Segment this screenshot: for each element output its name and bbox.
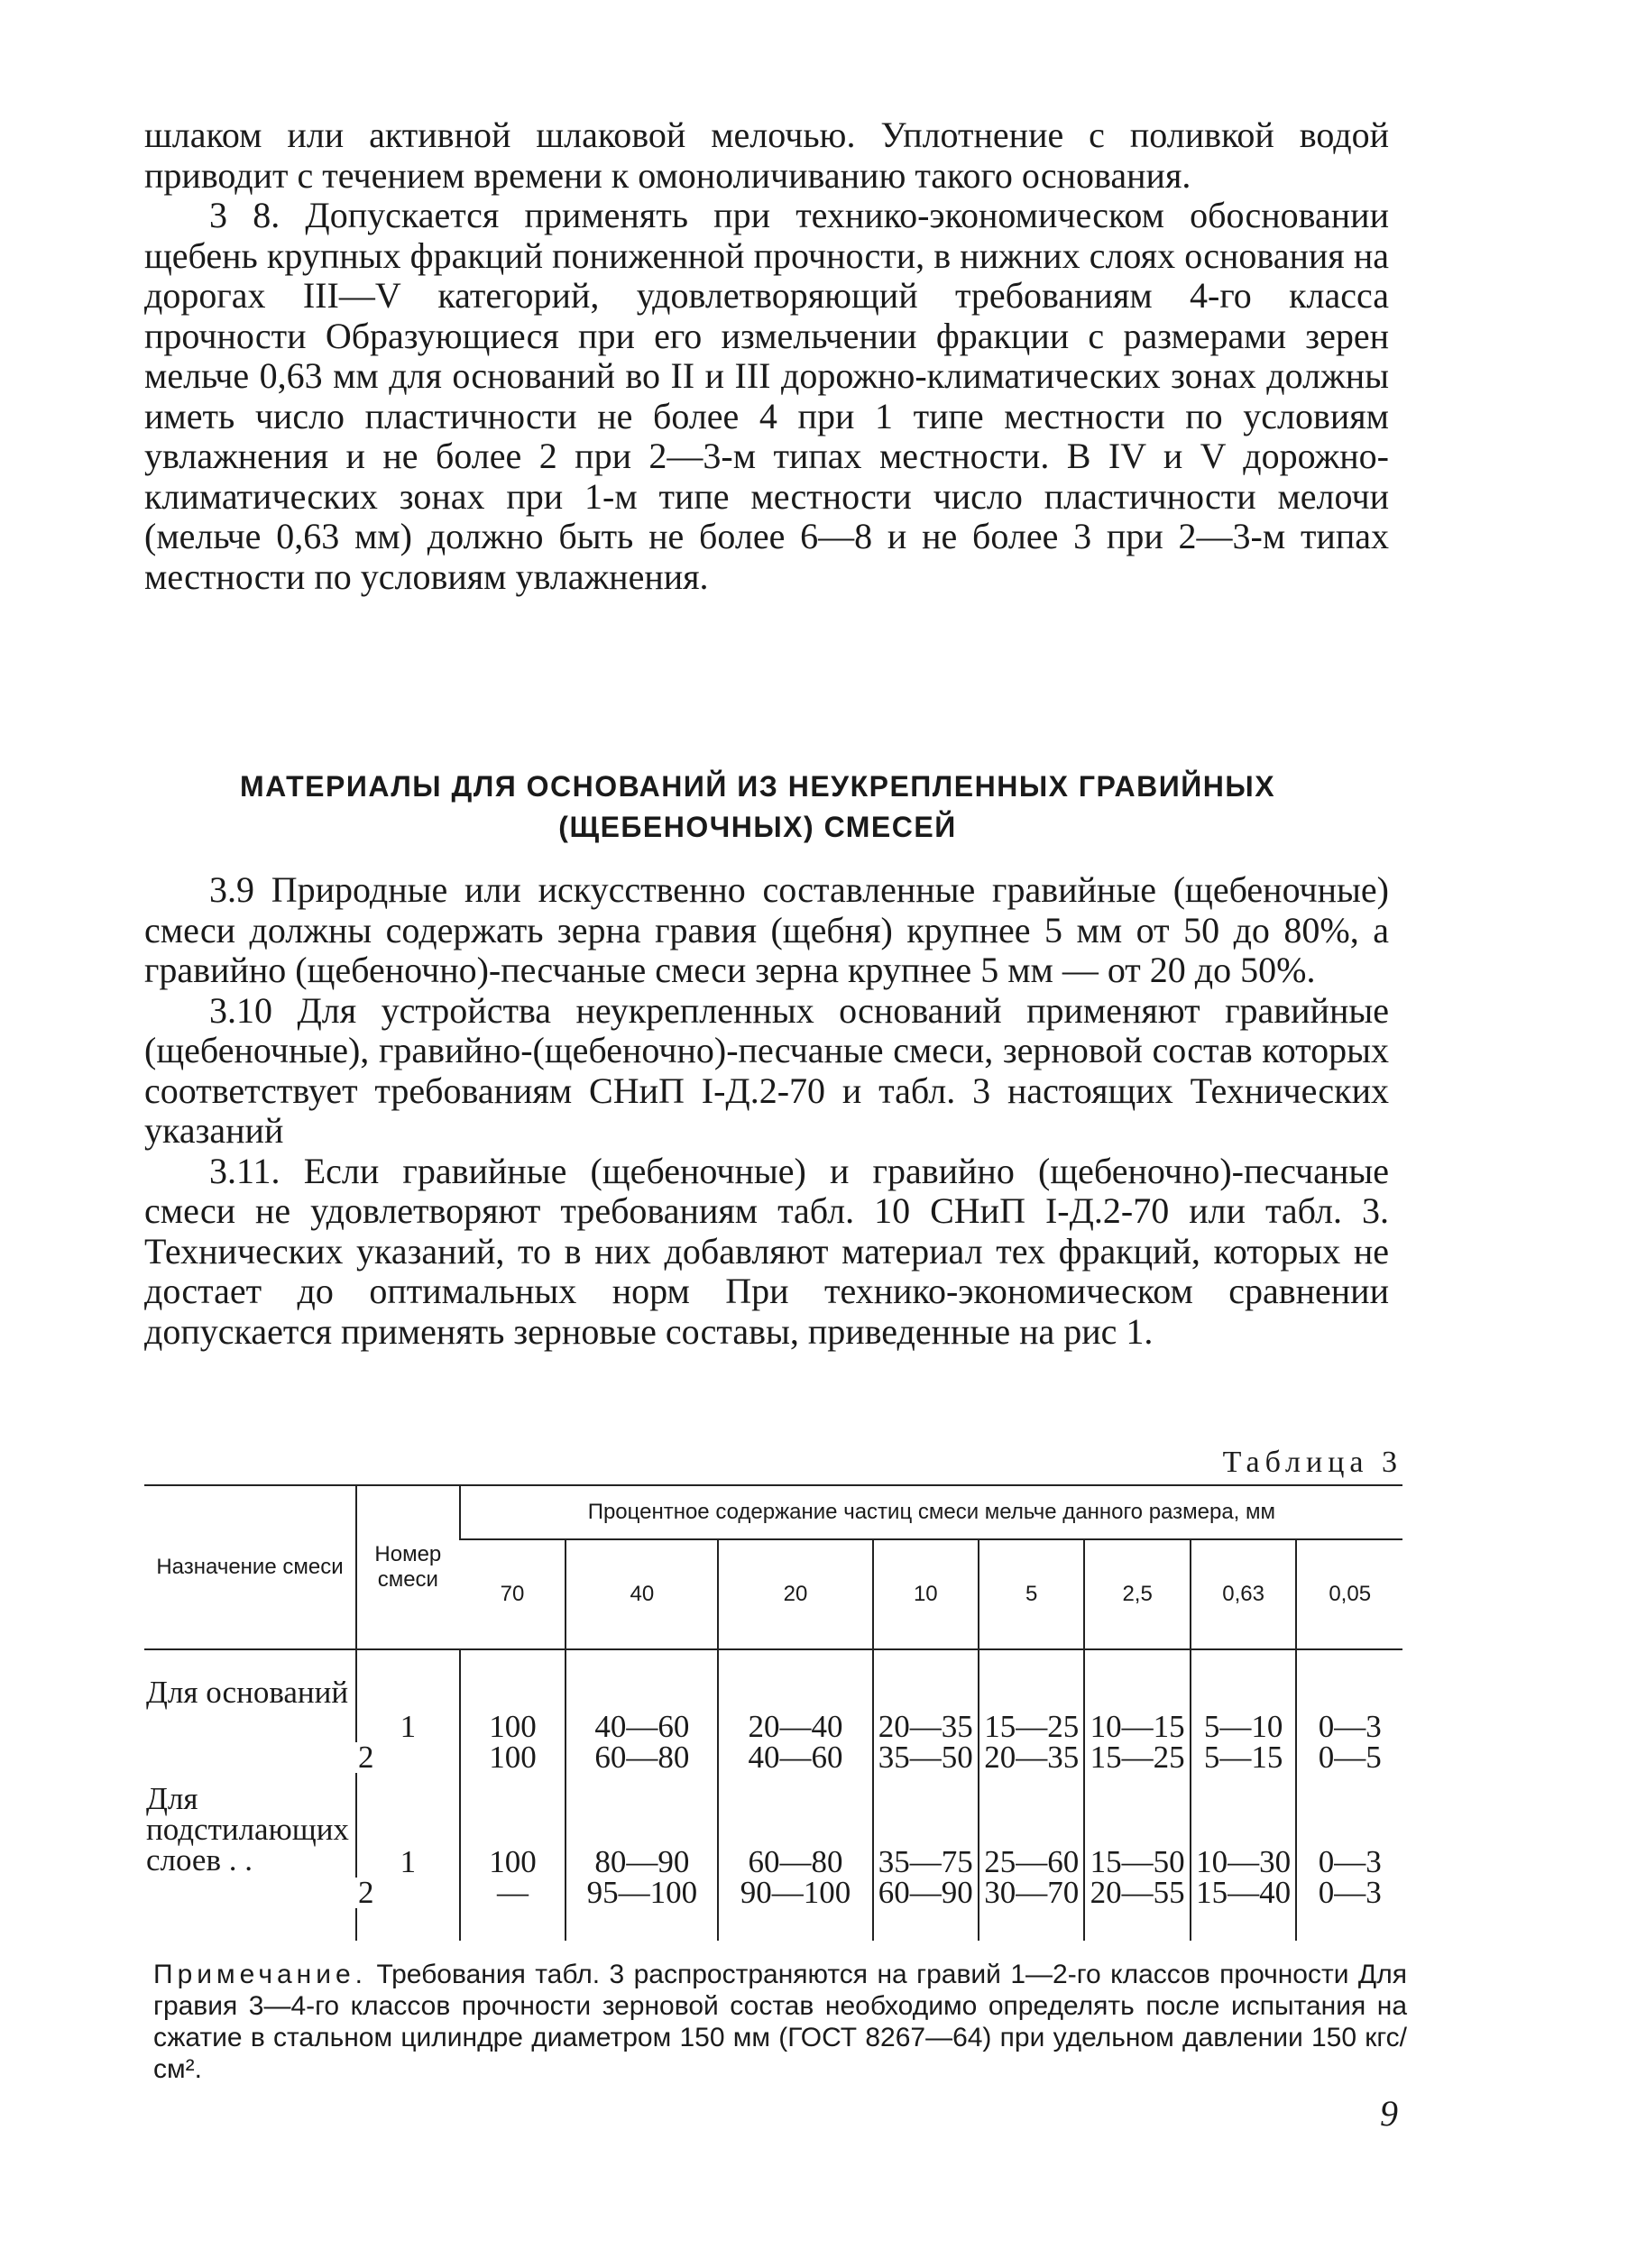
value-cell: 40—60	[718, 1742, 872, 1773]
value-cell: —	[460, 1878, 566, 1908]
value-cell: 80—90	[566, 1773, 718, 1878]
value-cell: 20—40	[718, 1677, 872, 1742]
value-cell: 100	[460, 1773, 566, 1878]
bottom-text	[144, 870, 1389, 1352]
page-number: 9	[1380, 2093, 1398, 2134]
number-cell: 2	[357, 1875, 374, 1910]
value-cell: 15—40	[1191, 1878, 1297, 1908]
header-size: 70	[460, 1539, 566, 1649]
header-size: 20	[718, 1539, 872, 1649]
value-cell: 0—3	[1296, 1677, 1402, 1742]
header-purpose: Назначение смеси	[144, 1485, 356, 1649]
value-cell: 35—50	[873, 1742, 979, 1773]
value-cell: 20—35	[873, 1677, 979, 1742]
grading-table	[144, 1484, 1402, 1941]
paragraph-continuation: шлаком или активной шлаковой мелочью. Уплотнение с поливкой водой приводит с течением времени к омоноличиванию такого основания.	[144, 115, 1389, 196]
purpose-cell: Для оснований	[146, 1675, 349, 1710]
header-size: 0,05	[1296, 1539, 1402, 1649]
value-cell: 40—60	[566, 1677, 718, 1742]
table-note	[153, 1959, 1407, 2085]
section-heading-line-2: (ЩЕБЕНОЧНЫХ) СМЕСЕЙ	[558, 811, 957, 843]
value-cell: 5—10	[1191, 1677, 1297, 1742]
purpose-cell: Для подстилающих слоев . .	[146, 1781, 349, 1878]
value-cell: 100	[460, 1677, 566, 1742]
header-number: Номер смеси	[356, 1485, 460, 1649]
value-cell: 15—25	[979, 1677, 1084, 1742]
value-cell: 35—75	[873, 1773, 979, 1878]
note-label: Примечание.	[153, 1960, 367, 1989]
value-cell: 60—80	[718, 1773, 872, 1878]
value-cell: 95—100	[566, 1878, 718, 1908]
value-cell: 0—5	[1296, 1742, 1402, 1773]
number-cell: 1	[356, 1773, 460, 1878]
table-row	[144, 1773, 1402, 1878]
top-text	[144, 115, 1389, 597]
value-cell: 30—70	[979, 1878, 1084, 1908]
header-size: 40	[566, 1539, 718, 1649]
number-cell: 2	[357, 1740, 374, 1775]
paragraph-3-9: 3.9 Природные или искусственно составленные гравийные (щебеночные) смеси должны содержать зерна гравия (щебня) крупнее 5 мм от 50 до 80%, а гравийно (щебеночно)-песчаные смеси зерна крупнее 5 мм — от 20 до 50%.	[144, 869, 1389, 990]
value-cell: 10—15	[1084, 1677, 1190, 1742]
paragraph-3-8: 3 8. Допускается применять при технико-экономическом обосновании щебень крупных фракций пониженной прочности, в нижних слоях основания на дорогах III—V категорий, удовлетворяющий требованиям 4-го класса прочности Образующиеся при его измельчении фракции с размерами зерен мельче 0,63 мм для оснований во II и III дорожно-климатических зонах должны иметь число пластичности не более 4 при 1 типе местности по условиям увлажнения и не более 2 при 2—3-м типах местности. В IV и V дорожно-климатических зонах при 1-м типе местности число пластичности мелочи (мельче 0,63 мм) должно быть не более 6—8 и не более 3 при 2—3-м типах местности по условиям увлажнения.	[144, 195, 1389, 597]
table-row	[144, 1677, 1402, 1742]
value-cell: 10—30	[1191, 1773, 1297, 1878]
value-cell: 20—55	[1084, 1878, 1190, 1908]
value-cell: 5—15	[1191, 1742, 1297, 1773]
paragraph-3-10: 3.10 Для устройства неукрепленных оснований применяют гравийные (щебеночные), гравийно-(щебеночно)-песчаные смеси, зерновой состав которых соответствует требованиям СНиП I-Д.2-70 и табл. 3 настоящих Технических указаний	[144, 989, 1389, 1151]
value-cell: 0—3	[1296, 1773, 1402, 1878]
table-spacer-row	[144, 1908, 1402, 1941]
header-size: 10	[873, 1539, 979, 1649]
number-cell: 1	[356, 1677, 460, 1742]
value-cell: 15—25	[1084, 1742, 1190, 1773]
section-heading	[126, 767, 1389, 848]
header-size: 5	[979, 1539, 1084, 1649]
value-cell: 25—60	[979, 1773, 1084, 1878]
value-cell: 100	[460, 1742, 566, 1773]
header-size: 0,63	[1191, 1539, 1297, 1649]
section-heading-line-1: МАТЕРИАЛЫ ДЛЯ ОСНОВАНИЙ ИЗ НЕУКРЕПЛЕННЫХ ГРАВИЙНЫХ	[239, 770, 1276, 803]
value-cell: 90—100	[718, 1878, 872, 1908]
value-cell: 60—80	[566, 1742, 718, 1773]
header-group: Процентное содержание частиц смеси мельче данного размера, мм	[460, 1485, 1402, 1539]
header-size: 2,5	[1084, 1539, 1190, 1649]
value-cell: 15—50	[1084, 1773, 1190, 1878]
value-cell: 20—35	[979, 1742, 1084, 1773]
table-spacer-row	[144, 1649, 1402, 1677]
paragraph-3-11: 3.11. Если гравийные (щебеночные) и гравийно (щебеночно)-песчаные смеси не удовлетворяют требованиям табл. 10 СНиП I-Д.2-70 или табл. 3. Технических указаний, то в них добавляют материал тех фракций, которых не достает до оптимальных норм При технико-экономическом сравнении допускается применять зерновые составы, приведенные на рис 1.	[144, 1150, 1389, 1352]
value-cell: 0—3	[1296, 1878, 1402, 1908]
note-text: Требования табл. 3 распространяются на гравий 1—2-го классов прочности Для гравия 3—4-го классов прочности зерновой состав необходимо определять после испытания на сжатие в стальном цилиндре диаметром 150 мм (ГОСТ 8267—64) при удельном давлении 150 кгс/см².	[153, 1960, 1408, 2084]
value-cell: 60—90	[873, 1878, 979, 1908]
table-caption: Таблица 3	[1222, 1446, 1402, 1479]
